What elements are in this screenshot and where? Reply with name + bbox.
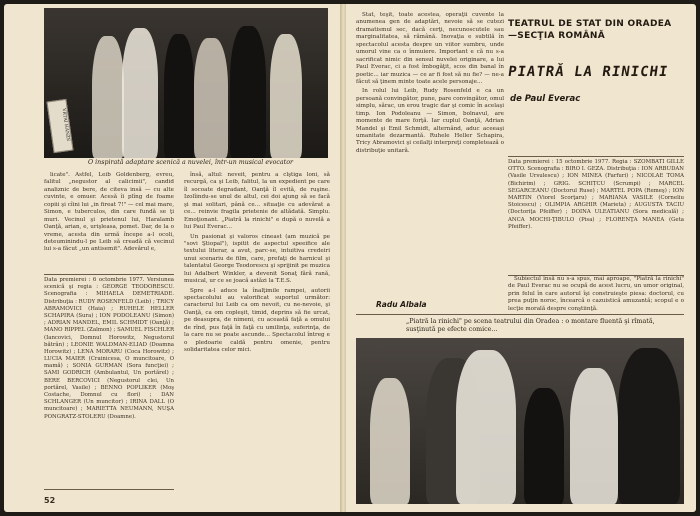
right-page [346,4,696,512]
review-column [508,276,684,312]
play-title: PIATRĂ LA RINICHI [506,64,670,80]
theatre-heading-line-2: —SECŢIA ROMÂNĂ [508,31,606,42]
stage-photo-musical [44,8,328,158]
article-paragraph: licate". Astfel, Leib Goldenberg, evreu, falitul „negustor al calicimii", candid analiznic de bere, de citeva insă — cu alte cuvinte, e omuer. Acesă îi plîng de foame copiii şi cîini lui „in fireat 7!" — cel mai mare, Simon, e tuberculos, din care fundă se ţi muri. Vecinul şi prietenul lui, Haralamb Oanţă, arian, e, urişleasa, pomet. Dar, de la o vreme, acesta din urmă începe a-l ocoli, deteuminindu-l pe Leib să creadă că vecinul lui s-a făcut „un antisemit". Adevărul e, [44,172,174,253]
article-column-2 [184,172,330,497]
theatre-heading-line-1: TEATRUL DE STAT DIN ORADEA [508,19,672,29]
theatre-heading [508,18,688,42]
caption-rule [356,314,684,315]
credits-box [508,156,684,276]
article-paragraph: Stat, teşit, toate acestea, operaţii cuvente la anumenea gen de adaptări, nevoie să se cutezi dramatismul sec, dacă cerţi, necunoscutele sau marginalitatea, să rămână. Inovaţia e subtilă în spectacolul acesta despre un viitor sumbru, unde umorul vine ca o înmuiere. Important e că nu s-a sacrificat nimic din sensul nuvelei originare, a lui Paul Everac, ci a fost îmbogăţit, scos din banal în poetic... iar muzica — ce ar fi fost să nu fie? — ne-a făcut să ţinem minte toate acele personaje... [356,12,504,85]
article-paragraph: Spre a-l aduce la înalţimile rampei, autorii spectacolului au valorificat suportul următor: caracterul lui Leib ca om nevoit, cu ne-nevoie, şi Oanţă, ca om copleşit, timid, deprins să fie urcat, pe deasupra, de nimeni, cu această faţă a omului de rînd, pus faţă în faţă cu umilinţa, suferinţa, de la care nu se poate ascunde... Spectacolul întreg e o pledoarie caldă pentru omenie, pentru solidaritatea celor mici. [184,287,330,354]
author-signature: Radu Albala [376,300,427,309]
article-paragraph: Subiectul însă nu s-a spus, mai aproape, "Piatră la rinichi" de Paul Everac nu se ocupă de acest lucru, un umor original, prin felul în care autorul îşi construieşte piesa: doctorul, cu prea puţin noroc, încearcă o cazuistică amuzantă; scopul e o lecţie morală despre conştiinţă. [508,276,684,312]
credits-text: Data premierei : 15 octombrie 1977. Regia : SZOMBATI GILLE OTTO. Scenografia : BIRO I. GEZA. Distribuţia : ION ARBUDAN (Vasile Ursulescu) ; ION MINEA (Farfuri) ; NICOLAE TOMA (Bichirim) ; GRIG. SCHIȚCU (Scrumpi) ; MARCEL SEGARCEANU (Doctorul Ruse) ; MARTEL POPA (Remeş) ; ION MARTIN (Viorel Scorţaru) ; MARIANA VASILE (Corneliu Stoicescu) ; OLIMPIA ARGHIR (Marieta) ; AUGUSTA TACIU (Doctoriţa Pfeiffer) ; DOINA ULEATIANU (Sora medicală) ; ANCA MOCHI-ŢIBULO (Pisa) ; FLORENŢA MANEA (Geta Pfeiffer). [508,159,684,230]
photo-caption: O inspirată adaptare scenică a nuvelei, într-un musical evocator [88,159,294,166]
article-paragraph: In rolul lui Leib, Rudy Rosenfeld e ca un persoană convingător, pune, pare convingător, omul simplu, sărac, un erou tragic dar şi comic în acelaşi timp. Ion Podoleanu — Simon, bolnavul, are momente de mare forţă. Iar cuplul Oanţă, Adrian Mandel şi Emil Schmidt, alternând, aduc aceeaşi umanitate dezarmantă. Ruhele Heller Schapira, Tricy Abramovici şi ceilalţi interpreţi completează o distribuţie unitară. [356,88,504,154]
credits-box [44,274,174,490]
article-paragraph: însă, altul: neveit, pentru a clştiga loni, să recurgă, ca şi Leib, falitul, la un expedient pe care îl socoate degradant, Oanţă îl evită, de ruşine. Izolîindu-se unul de altul, cei doi ajung să se facă şi mai solitari, până ce... situaţie cu adevărat a ce... reinvie fragila prietenie de altădată. Simplu. Emoţionant. „Piatră la rinichi" e după o nuvelă a lui Paul Everac... [184,172,330,231]
stage-photo-play [356,338,684,504]
photo-caption: „Piatră la rinichi" pe scena teatrului din Oradea : o montare fluentă şi rîmată, susţinută pe efecte comice... [406,318,655,333]
poster-sign: VRTAI HANZE [46,99,73,153]
intro-column [356,12,504,310]
page-number: 52 [44,496,56,505]
article-paragraph: Un pasionat şi valoros cineast (am muzică pe "sovi Ştiopal"), ispitit de aspectul speeifice ale textului literar, a avut, parc-se, intuitiva credeiri unui scenariu de film, care, prefaţi de harnicul şi talentatul George Teodorescu şi sprijinit pe muzica lui Adalbert Winkler, a devenit Sonaţ fără rană, musical, ur ce se joacă astăzi la T.E.S. [184,233,330,285]
credits-text: Data premierei : 6 octombrie 1977. Versiunea scenică şi regia : GEORGE TEODORESCU. Scenografia : MIHAELA DEMETRIADE. Distribuţia : RUDY ROSENFELD (Leib) ; TRICY ABRAMOVICI (Haia) ; RUHELE HELLER SCHAPIRA (Sura) ; ION PODOLEANU (Simon) ; ADRIAN MANDEL, EMIL SCHMIDT (Oanţă) ; MANO RIPPEL (Zalmon) ; SAMUEL FISCHLER (Iancovici, Domnul Horowitz, Negustorul bătrân) ; LEONIE WALDMAN-ELIAD (Doamna Horowitz) ; LENA MORARU (Coca Horowitz) ; LUCIA MAIER (Crainicesa, O muncitoare, O mamă) ; SONIA GURMAN (Sora funcţiei) ; SAMI GODRICH (Ambulantul, Un portărel) ; BERE BERCOVICI (Negustorul clei, Un portărel, Vasile) ; BENNO POPLIKER (Moş Costache, Domnul cu flori) ; DAN SCHLANGER (Un muncitor) ; IRINA DALL (O muncitoare) ; MARIETTA NEUMANN, NUŞA PONGRATZ-STOLERU (Doamne). [44,277,174,420]
left-page [4,4,342,512]
play-author: de Paul Everac [510,94,581,104]
article-column-1 [44,172,174,272]
